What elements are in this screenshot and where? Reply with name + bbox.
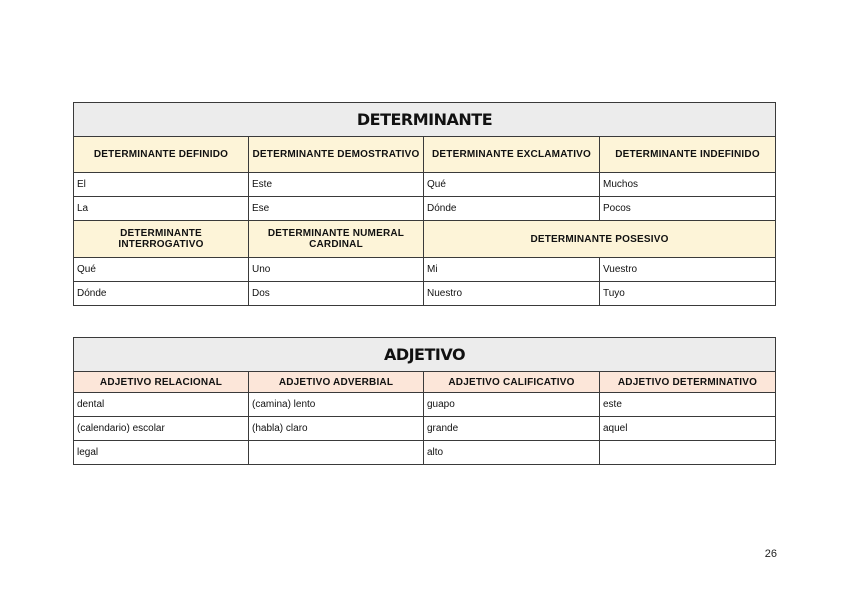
table-cell (600, 441, 776, 465)
table-cell: Dónde (74, 282, 249, 306)
table-row (74, 258, 776, 282)
header-determinante-posesivo: DETERMINANTE POSESIVO (424, 221, 776, 258)
table-cell: grande (424, 417, 600, 441)
table-cell: Este (249, 173, 424, 197)
table-cell: Uno (249, 258, 424, 282)
table-cell (249, 441, 424, 465)
header-determinante-numeral-cardinal: DETERMINANTE NUMERAL CARDINAL (249, 221, 424, 258)
table-row (74, 282, 776, 306)
table-cell: Dos (249, 282, 424, 306)
adjetivo-table (73, 337, 776, 465)
table-cell: Pocos (600, 197, 776, 221)
table-cell: Nuestro (424, 282, 600, 306)
table-cell: (habla) claro (249, 417, 424, 441)
table-cell: legal (74, 441, 249, 465)
table-cell: Qué (424, 173, 600, 197)
table-cell: aquel (600, 417, 776, 441)
header-determinante-indefinido: DETERMINANTE INDEFINIDO (600, 137, 776, 173)
header-determinante-demostrativo: DETERMINANTE DEMOSTRATIVO (249, 137, 424, 173)
table-cell: alto (424, 441, 600, 465)
determinante-title: DETERMINANTE (74, 103, 776, 137)
table-cell: Muchos (600, 173, 776, 197)
table-cell: El (74, 173, 249, 197)
table-cell: Mi (424, 258, 600, 282)
header-adjetivo-adverbial: ADJETIVO ADVERBIAL (249, 372, 424, 393)
table-row (74, 197, 776, 221)
adjetivo-title: ADJETIVO (74, 338, 776, 372)
table-cell: dental (74, 393, 249, 417)
table-row (74, 417, 776, 441)
table-cell: Tuyo (600, 282, 776, 306)
table-row (74, 393, 776, 417)
table-row (74, 173, 776, 197)
table-cell: Vuestro (600, 258, 776, 282)
header-determinante-definido: DETERMINANTE DEFINIDO (74, 137, 249, 173)
table-cell: Dónde (424, 197, 600, 221)
table-row (74, 441, 776, 465)
header-adjetivo-relacional: ADJETIVO RELACIONAL (74, 372, 249, 393)
table-cell: La (74, 197, 249, 221)
page-number: 26 (764, 548, 777, 560)
table-cell: guapo (424, 393, 600, 417)
header-determinante-interrogativo: DETERMINANTE INTERROGATIVO (74, 221, 249, 258)
table-cell: (calendario) escolar (74, 417, 249, 441)
table-cell: Qué (74, 258, 249, 282)
determinante-table (73, 102, 776, 306)
header-determinante-exclamativo: DETERMINANTE EXCLAMATIVO (424, 137, 600, 173)
header-adjetivo-calificativo: ADJETIVO CALIFICATIVO (424, 372, 600, 393)
table-cell: (camina) lento (249, 393, 424, 417)
header-adjetivo-determinativo: ADJETIVO DETERMINATIVO (600, 372, 776, 393)
table-cell: este (600, 393, 776, 417)
table-cell: Ese (249, 197, 424, 221)
